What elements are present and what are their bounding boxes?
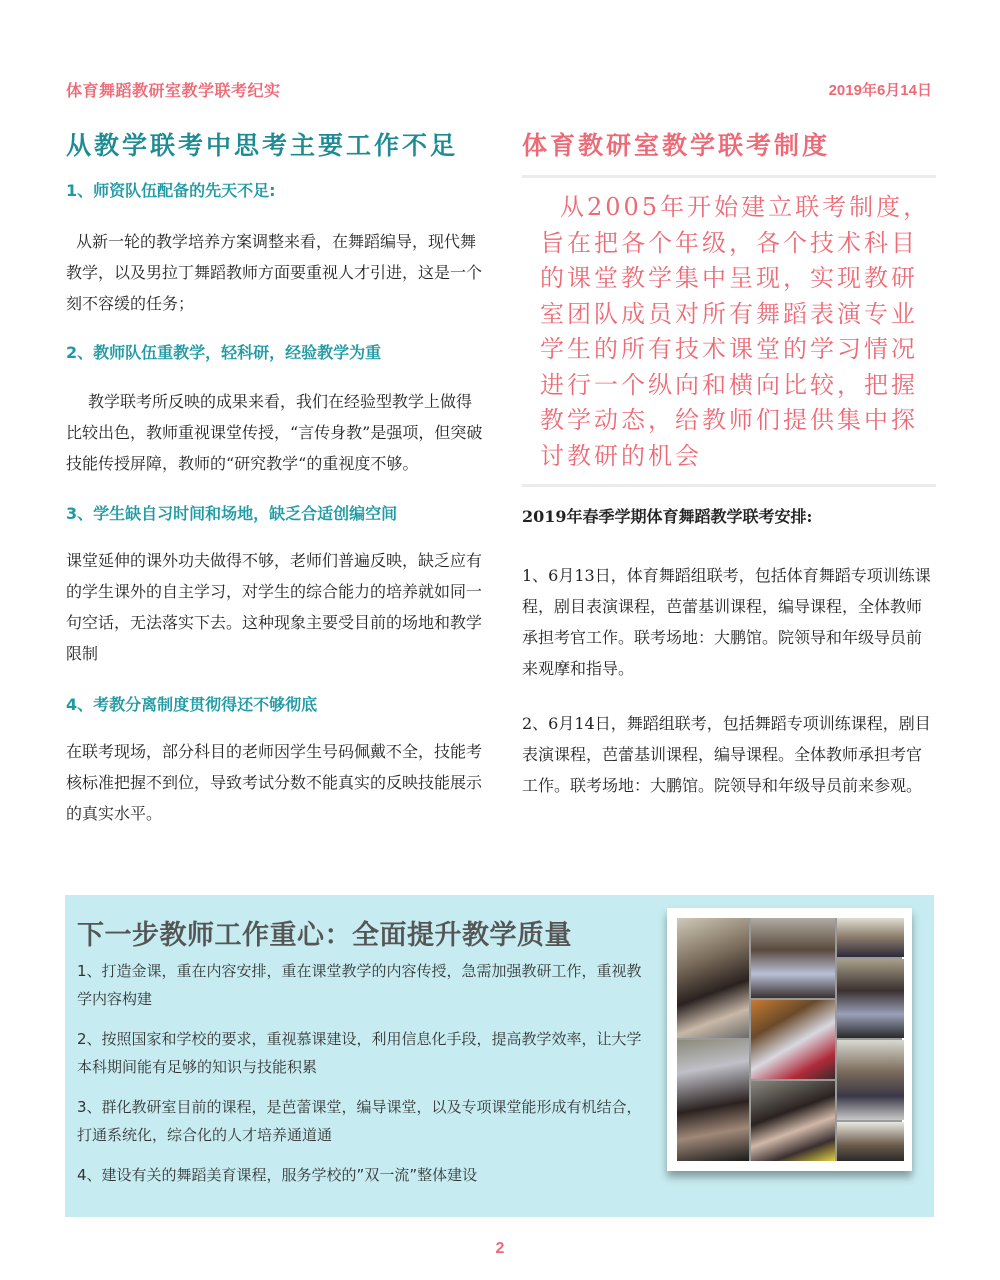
- section-4-body: 在联考现场，部分科目的老师因学生号码佩戴不全，技能考核标准把握不到位，导致考试分数不能真实的反映技能展示的真实水平。: [66, 742, 483, 823]
- photo-tile: [837, 918, 904, 957]
- shortcomings-heading: 从教学联考中思考主要工作不足: [66, 131, 459, 160]
- section-3-body: 课堂延伸的课外功夫做得不够，老师们普遍反映，缺乏应有的学生课外的自主学习，对学生的综合能力的培养就如同一句空话，无法落实下去。这种现象主要受目前的场地和教学限制: [66, 551, 483, 663]
- photo-tile: [677, 918, 749, 1038]
- teachers-photo-collage: [667, 908, 912, 1171]
- section-3-title: 3、学生缺自习时间和场地，缺乏合适创编空间: [66, 504, 398, 523]
- photo-tile: [751, 918, 835, 998]
- schedule-item-2: 2、6月14日，舞蹈组联考，包括舞蹈专项训练课程，剧目表演课程，芭蕾基训课程，编导课程。全体教师承担考官工作。联考场地：大鹏馆。院领导和年级导员前来参观。: [522, 714, 931, 795]
- divider-top: [522, 175, 936, 178]
- section-1-body: 从新一轮的教学培养方案调整来看，在舞蹈编导，现代舞教学，以及男拉丁舞蹈教师方面要重视人才引进，这是一个刻不容缓的任务；: [66, 232, 483, 313]
- page-number: 2: [495, 1240, 505, 1257]
- section-2-title: 2、教师队伍重教学，轻科研，经验教学为重: [66, 343, 382, 362]
- exam-system-heading: 体育教研室教学联考制度: [522, 131, 831, 160]
- section-1-title: 1、师资队伍配备的先天不足:: [66, 181, 276, 200]
- next-steps-panel: [65, 895, 934, 1217]
- next-step-item-2: 2、按照国家和学校的要求，重视慕课建设，利用信息化手段，提高教学效率，让大学本科期间能有足够的知识与技能积累: [77, 1030, 642, 1076]
- next-steps-list: [77, 957, 647, 1201]
- section-4-title: 4、考教分离制度贯彻得还不够彻底: [66, 695, 318, 714]
- collage-grid: [677, 918, 902, 1161]
- next-step-item-1: 1、打造金课，重在内容安排，重在课堂教学的内容传授，急需加强教研工作，重视教学内容构建: [77, 962, 642, 1008]
- exam-system-quote: [540, 190, 935, 474]
- photo-tile: [837, 1122, 904, 1161]
- schedule-title: 2019年春季学期体育舞蹈教学联考安排:: [522, 507, 813, 526]
- right-column: [522, 128, 936, 801]
- photo-tile: [837, 1040, 904, 1120]
- section-2-body: 教学联考所反映的成果来看，我们在经验型教学上做得比较出色，教师重视课堂传授，“言传身教”是强项，但突破技能传授屏障，教师的“研究教学“的重视度不够。: [66, 392, 483, 473]
- photo-tile: [751, 1081, 835, 1161]
- newsletter-title: 体育舞蹈教研室教学联考纪实: [66, 81, 281, 100]
- photo-tile: [837, 959, 904, 1039]
- newsletter-date: 2019年6月14日: [828, 82, 932, 99]
- quote-text: 从2005年开始建立联考制度，旨在把各个年级，各个技术科目的课堂教学集中呈现，实现教研室团队成员对所有舞蹈表演专业学生的所有技术课堂的学习情况进行一个纵向和横向比较，把握教学动态，给教师们提供集中探讨教研的机会: [540, 193, 931, 470]
- photo-tile: [677, 1040, 749, 1161]
- next-steps-title: 下一步教师工作重心：全面提升教学质量: [77, 920, 572, 951]
- next-step-item-3: 3、群化教研室目前的课程，是芭蕾课堂，编导课堂，以及专项课堂能形成有机结合，打通系统化，综合化的人才培养通道通: [77, 1098, 642, 1144]
- next-step-item-4: 4、建设有关的舞蹈美育课程，服务学校的”双一流”整体建设: [77, 1166, 478, 1184]
- schedule-item-1: 1、6月13日，体育舞蹈组联考，包括体育舞蹈专项训练课程，剧目表演课程，芭蕾基训课程，编导课程，全体教师承担考官工作。联考场地：大鹏馆。院领导和年级导员前来观摩和指导。: [522, 566, 931, 678]
- left-column: [66, 128, 486, 829]
- photo-tile: [751, 1000, 835, 1080]
- divider-bottom: [522, 484, 936, 487]
